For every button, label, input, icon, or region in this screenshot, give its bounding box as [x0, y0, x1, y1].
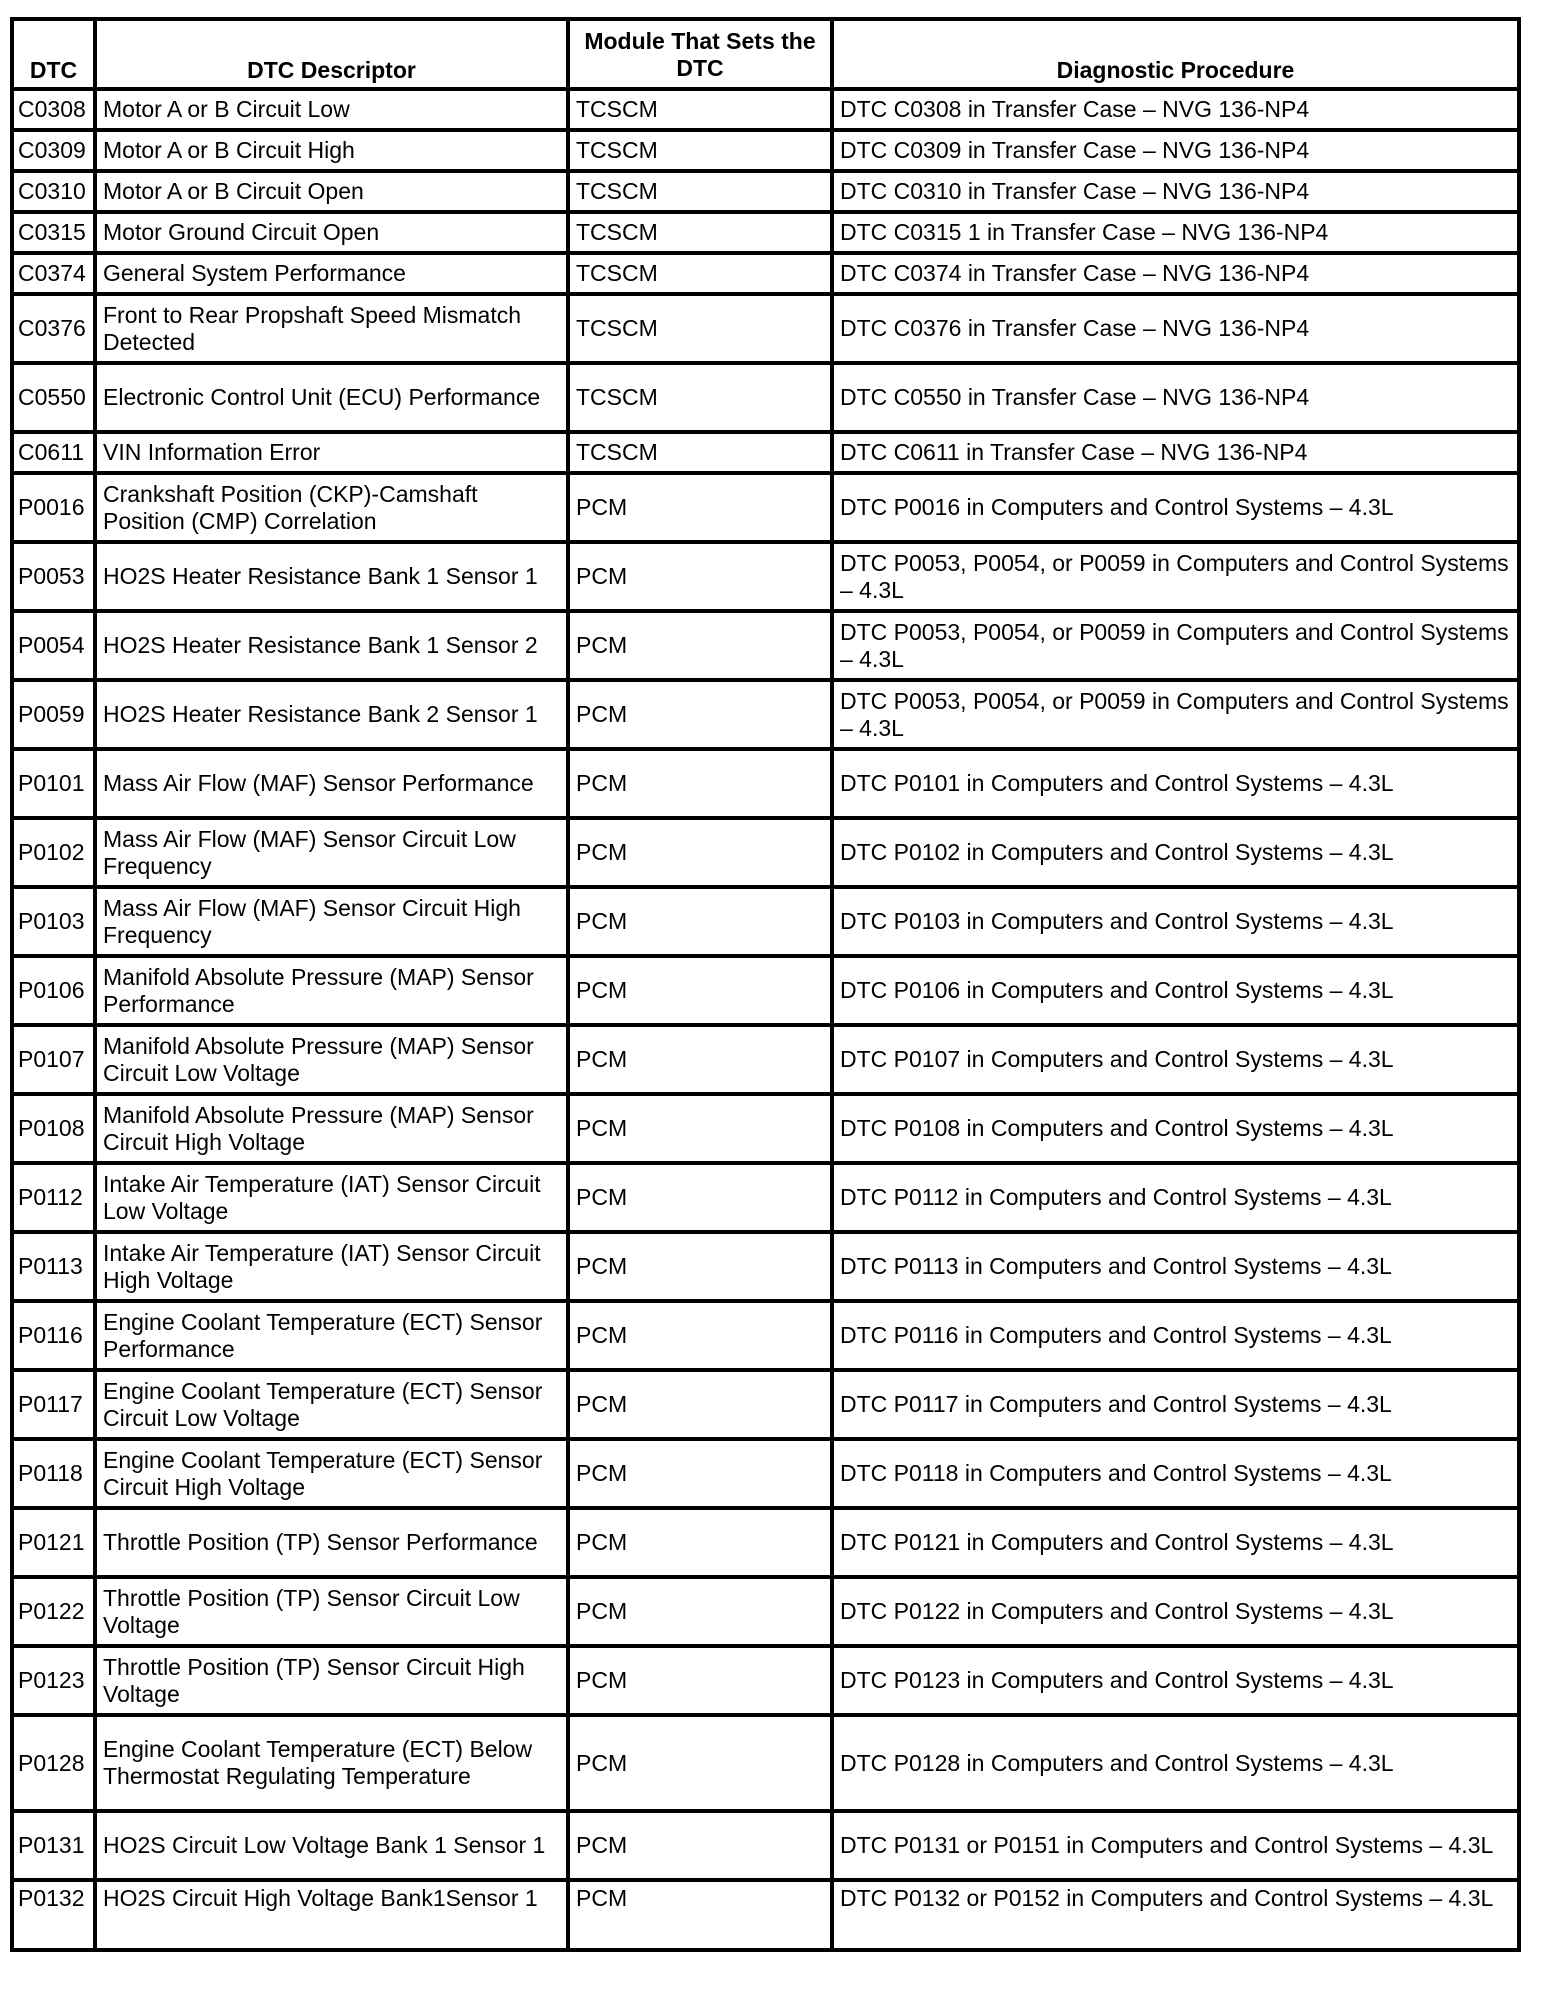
cell-descriptor: Crankshaft Position (CKP)-Camshaft Position (CMP) Correlation: [95, 473, 568, 542]
table-row: [12, 611, 1519, 680]
cell-procedure: DTC C0611 in Transfer Case – NVG 136-NP4: [832, 432, 1519, 473]
header-dtc: DTC: [12, 19, 95, 89]
cell-descriptor: Motor A or B Circuit High: [95, 130, 568, 171]
cell-dtc: P0121: [12, 1508, 95, 1577]
cell-module: PCM: [568, 611, 832, 680]
header-dtc-descriptor: DTC Descriptor: [95, 19, 568, 89]
table-row: [12, 680, 1519, 749]
cell-dtc: P0112: [12, 1163, 95, 1232]
cell-module: TCSCM: [568, 253, 832, 294]
table-row: [12, 294, 1519, 363]
cell-procedure: DTC C0308 in Transfer Case – NVG 136-NP4: [832, 89, 1519, 130]
table-row: [12, 130, 1519, 171]
cell-procedure: DTC P0113 in Computers and Control Systems – 4.3L: [832, 1232, 1519, 1301]
cell-descriptor: Intake Air Temperature (IAT) Sensor Circuit Low Voltage: [95, 1163, 568, 1232]
cell-procedure: DTC P0128 in Computers and Control Systems – 4.3L: [832, 1715, 1519, 1811]
cell-dtc: P0102: [12, 818, 95, 887]
cell-descriptor: HO2S Heater Resistance Bank 2 Sensor 1: [95, 680, 568, 749]
cell-dtc: P0118: [12, 1439, 95, 1508]
cell-procedure: DTC P0106 in Computers and Control Systems – 4.3L: [832, 956, 1519, 1025]
cell-module: TCSCM: [568, 130, 832, 171]
header-diagnostic-procedure: Diagnostic Procedure: [832, 19, 1519, 89]
cell-procedure: DTC P0101 in Computers and Control Systems – 4.3L: [832, 749, 1519, 818]
cell-procedure: DTC P0053, P0054, or P0059 in Computers and Control Systems – 4.3L: [832, 611, 1519, 680]
cell-descriptor: Throttle Position (TP) Sensor Circuit High Voltage: [95, 1646, 568, 1715]
cell-procedure: DTC C0315 1 in Transfer Case – NVG 136-NP4: [832, 212, 1519, 253]
cell-module: PCM: [568, 473, 832, 542]
table-row: [12, 253, 1519, 294]
cell-procedure: DTC P0107 in Computers and Control Systems – 4.3L: [832, 1025, 1519, 1094]
cell-dtc: C0374: [12, 253, 95, 294]
cell-module: PCM: [568, 1508, 832, 1577]
cell-dtc: C0550: [12, 363, 95, 432]
dtc-table: [10, 17, 1521, 1952]
cell-descriptor: HO2S Circuit High Voltage Bank1Sensor 1: [95, 1880, 568, 1950]
cell-module: PCM: [568, 1811, 832, 1880]
table-row: [12, 749, 1519, 818]
cell-dtc: P0016: [12, 473, 95, 542]
cell-module: PCM: [568, 956, 832, 1025]
table-row: [12, 1715, 1519, 1811]
cell-dtc: P0131: [12, 1811, 95, 1880]
cell-dtc: P0107: [12, 1025, 95, 1094]
cell-descriptor: Motor A or B Circuit Low: [95, 89, 568, 130]
cell-procedure: DTC P0132 or P0152 in Computers and Control Systems – 4.3L: [832, 1880, 1519, 1950]
cell-procedure: DTC C0376 in Transfer Case – NVG 136-NP4: [832, 294, 1519, 363]
cell-module: PCM: [568, 1715, 832, 1811]
cell-descriptor: Manifold Absolute Pressure (MAP) Sensor Performance: [95, 956, 568, 1025]
cell-descriptor: HO2S Circuit Low Voltage Bank 1 Sensor 1: [95, 1811, 568, 1880]
cell-module: PCM: [568, 887, 832, 956]
cell-descriptor: Engine Coolant Temperature (ECT) Below Thermostat Regulating Temperature: [95, 1715, 568, 1811]
cell-descriptor: Mass Air Flow (MAF) Sensor Performance: [95, 749, 568, 818]
cell-dtc: P0117: [12, 1370, 95, 1439]
cell-module: PCM: [568, 1646, 832, 1715]
cell-dtc: C0376: [12, 294, 95, 363]
cell-module: PCM: [568, 1232, 832, 1301]
cell-module: TCSCM: [568, 171, 832, 212]
cell-dtc: P0113: [12, 1232, 95, 1301]
cell-descriptor: Motor Ground Circuit Open: [95, 212, 568, 253]
table-row: [12, 1508, 1519, 1577]
cell-dtc: C0309: [12, 130, 95, 171]
cell-dtc: P0116: [12, 1301, 95, 1370]
cell-dtc: C0308: [12, 89, 95, 130]
table-row: [12, 1880, 1519, 1950]
cell-procedure: DTC P0016 in Computers and Control Systems – 4.3L: [832, 473, 1519, 542]
cell-procedure: DTC P0122 in Computers and Control Systems – 4.3L: [832, 1577, 1519, 1646]
table-row: [12, 956, 1519, 1025]
table-row: [12, 212, 1519, 253]
cell-module: TCSCM: [568, 212, 832, 253]
cell-descriptor: HO2S Heater Resistance Bank 1 Sensor 1: [95, 542, 568, 611]
cell-descriptor: Throttle Position (TP) Sensor Performance: [95, 1508, 568, 1577]
cell-dtc: P0101: [12, 749, 95, 818]
table-row: [12, 1439, 1519, 1508]
cell-dtc: P0108: [12, 1094, 95, 1163]
cell-dtc: P0132: [12, 1880, 95, 1950]
cell-descriptor: Throttle Position (TP) Sensor Circuit Low Voltage: [95, 1577, 568, 1646]
cell-dtc: P0123: [12, 1646, 95, 1715]
cell-module: PCM: [568, 680, 832, 749]
cell-procedure: DTC P0131 or P0151 in Computers and Control Systems – 4.3L: [832, 1811, 1519, 1880]
cell-dtc: P0106: [12, 956, 95, 1025]
cell-procedure: DTC P0121 in Computers and Control Systems – 4.3L: [832, 1508, 1519, 1577]
table-row: [12, 542, 1519, 611]
cell-module: TCSCM: [568, 294, 832, 363]
cell-module: PCM: [568, 818, 832, 887]
cell-procedure: DTC C0309 in Transfer Case – NVG 136-NP4: [832, 130, 1519, 171]
cell-descriptor: Manifold Absolute Pressure (MAP) Sensor Circuit High Voltage: [95, 1094, 568, 1163]
cell-descriptor: Engine Coolant Temperature (ECT) Sensor Performance: [95, 1301, 568, 1370]
table-header-row: [12, 19, 1519, 89]
cell-procedure: DTC P0053, P0054, or P0059 in Computers and Control Systems – 4.3L: [832, 680, 1519, 749]
cell-descriptor: Intake Air Temperature (IAT) Sensor Circuit High Voltage: [95, 1232, 568, 1301]
table-row: [12, 887, 1519, 956]
cell-procedure: DTC P0108 in Computers and Control Systems – 4.3L: [832, 1094, 1519, 1163]
cell-module: TCSCM: [568, 432, 832, 473]
cell-dtc: P0059: [12, 680, 95, 749]
cell-module: PCM: [568, 1025, 832, 1094]
table-row: [12, 1232, 1519, 1301]
cell-descriptor: Manifold Absolute Pressure (MAP) Sensor Circuit Low Voltage: [95, 1025, 568, 1094]
cell-procedure: DTC P0116 in Computers and Control Systems – 4.3L: [832, 1301, 1519, 1370]
cell-dtc: P0122: [12, 1577, 95, 1646]
cell-dtc: C0310: [12, 171, 95, 212]
cell-descriptor: Engine Coolant Temperature (ECT) Sensor Circuit Low Voltage: [95, 1370, 568, 1439]
cell-procedure: DTC C0310 in Transfer Case – NVG 136-NP4: [832, 171, 1519, 212]
cell-dtc: C0315: [12, 212, 95, 253]
table-row: [12, 363, 1519, 432]
cell-dtc: P0128: [12, 1715, 95, 1811]
table-row: [12, 1094, 1519, 1163]
table-row: [12, 1646, 1519, 1715]
cell-descriptor: HO2S Heater Resistance Bank 1 Sensor 2: [95, 611, 568, 680]
cell-module: TCSCM: [568, 363, 832, 432]
cell-descriptor: Motor A or B Circuit Open: [95, 171, 568, 212]
cell-procedure: DTC C0374 in Transfer Case – NVG 136-NP4: [832, 253, 1519, 294]
cell-module: PCM: [568, 749, 832, 818]
cell-descriptor: Front to Rear Propshaft Speed Mismatch Detected: [95, 294, 568, 363]
cell-descriptor: VIN Information Error: [95, 432, 568, 473]
table-row: [12, 171, 1519, 212]
cell-module: PCM: [568, 1439, 832, 1508]
table-row: [12, 1811, 1519, 1880]
table-row: [12, 473, 1519, 542]
cell-module: PCM: [568, 1577, 832, 1646]
cell-descriptor: Mass Air Flow (MAF) Sensor Circuit High Frequency: [95, 887, 568, 956]
cell-procedure: DTC P0118 in Computers and Control Systems – 4.3L: [832, 1439, 1519, 1508]
table-row: [12, 1025, 1519, 1094]
cell-procedure: DTC P0102 in Computers and Control Systems – 4.3L: [832, 818, 1519, 887]
table-row: [12, 1370, 1519, 1439]
cell-module: PCM: [568, 1880, 832, 1950]
cell-procedure: DTC P0117 in Computers and Control Systems – 4.3L: [832, 1370, 1519, 1439]
cell-module: PCM: [568, 1301, 832, 1370]
table-row: [12, 89, 1519, 130]
table-row: [12, 1163, 1519, 1232]
cell-procedure: DTC P0103 in Computers and Control Systems – 4.3L: [832, 887, 1519, 956]
cell-procedure: DTC P0053, P0054, or P0059 in Computers and Control Systems – 4.3L: [832, 542, 1519, 611]
cell-module: PCM: [568, 1163, 832, 1232]
table-row: [12, 1577, 1519, 1646]
cell-dtc: P0054: [12, 611, 95, 680]
cell-dtc: P0103: [12, 887, 95, 956]
cell-procedure: DTC C0550 in Transfer Case – NVG 136-NP4: [832, 363, 1519, 432]
cell-procedure: DTC P0123 in Computers and Control Systems – 4.3L: [832, 1646, 1519, 1715]
cell-module: PCM: [568, 542, 832, 611]
cell-module: TCSCM: [568, 89, 832, 130]
cell-procedure: DTC P0112 in Computers and Control Systems – 4.3L: [832, 1163, 1519, 1232]
table-row: [12, 432, 1519, 473]
cell-descriptor: Electronic Control Unit (ECU) Performance: [95, 363, 568, 432]
cell-descriptor: Engine Coolant Temperature (ECT) Sensor Circuit High Voltage: [95, 1439, 568, 1508]
table-row: [12, 1301, 1519, 1370]
cell-descriptor: Mass Air Flow (MAF) Sensor Circuit Low Frequency: [95, 818, 568, 887]
header-module: Module That Sets the DTC: [568, 19, 832, 89]
cell-dtc: P0053: [12, 542, 95, 611]
cell-descriptor: General System Performance: [95, 253, 568, 294]
cell-module: PCM: [568, 1370, 832, 1439]
table-row: [12, 818, 1519, 887]
cell-dtc: C0611: [12, 432, 95, 473]
cell-module: PCM: [568, 1094, 832, 1163]
